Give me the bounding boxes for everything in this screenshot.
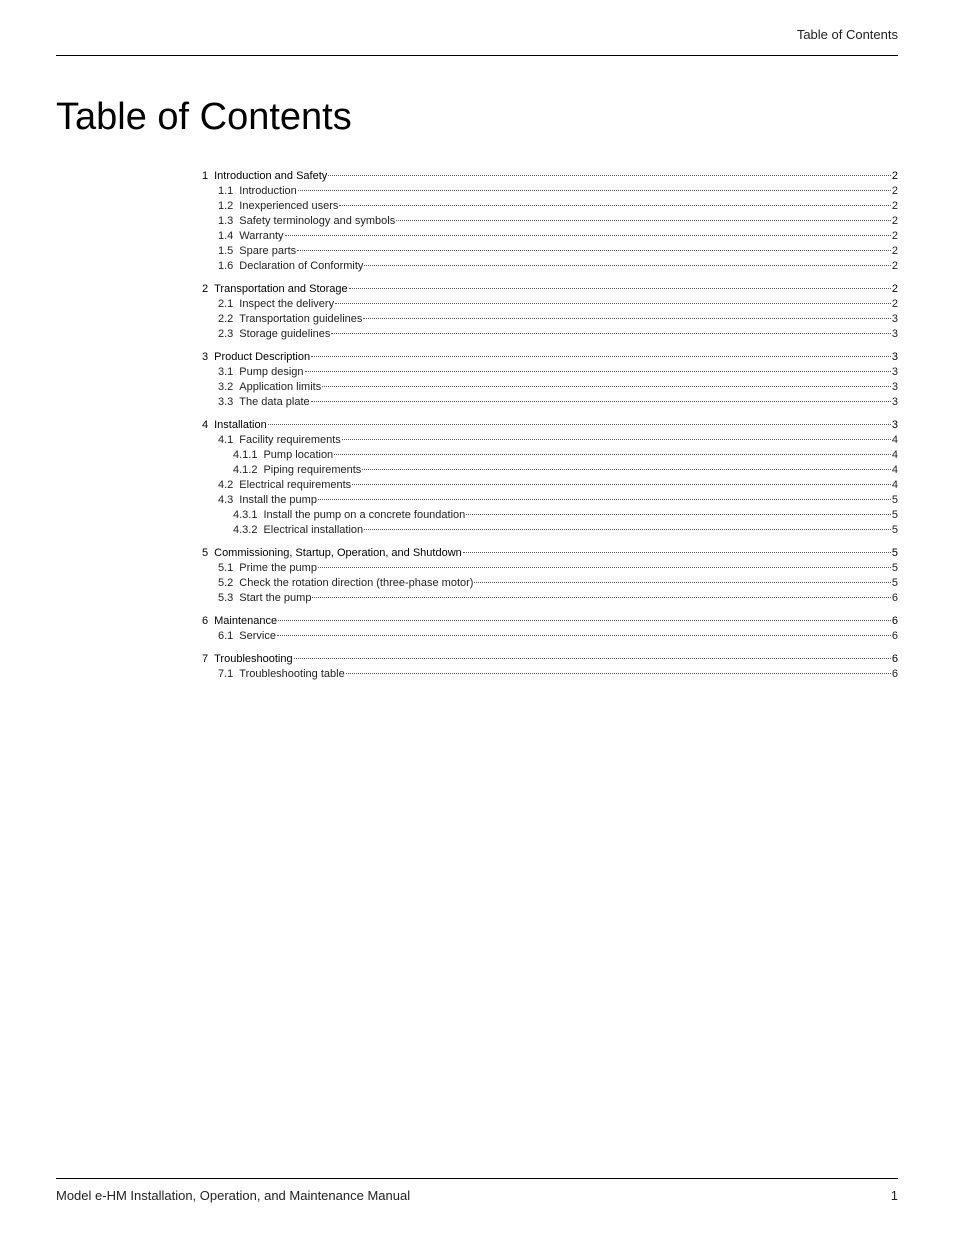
toc-entry-number: 1.6: [218, 260, 234, 272]
toc-entry-label: Electrical requirements: [239, 479, 352, 491]
toc-entry[interactable]: [202, 312, 898, 327]
toc-entry-page: 3: [891, 351, 898, 363]
toc-entry[interactable]: [202, 229, 898, 244]
toc-entry-label: Pump location: [263, 449, 334, 461]
toc-entry-page: 3: [891, 396, 898, 408]
toc-entry-label: Troubleshooting: [214, 653, 293, 665]
toc-entry-page: 4: [891, 449, 898, 461]
toc-entry-number: 4.1: [218, 434, 234, 446]
toc-entry[interactable]: [202, 350, 898, 365]
toc-entry-number: 3.3: [218, 396, 234, 408]
toc-entry[interactable]: [202, 463, 898, 478]
toc-entry-label: Pump design: [239, 366, 304, 378]
toc-entry-page: 2: [891, 185, 898, 197]
toc-dot-leader: [318, 499, 891, 500]
toc-entry-label: Commissioning, Startup, Operation, and Shutdown: [214, 547, 462, 559]
toc-entry[interactable]: [202, 365, 898, 380]
toc-dot-leader: [474, 582, 890, 583]
toc-entry-label: Service: [239, 630, 276, 642]
toc-entry-page: 2: [891, 245, 898, 257]
toc-entry-label: Transportation and Storage: [214, 283, 348, 295]
toc-dot-leader: [268, 424, 891, 425]
toc-entry[interactable]: [202, 297, 898, 312]
toc-entry[interactable]: [202, 395, 898, 410]
toc-entry-label: Prime the pump: [239, 562, 317, 574]
toc-entry-label: Spare parts: [239, 245, 297, 257]
toc-entry-label: Electrical installation: [263, 524, 364, 536]
toc-entry[interactable]: [202, 327, 898, 342]
table-of-contents: [202, 169, 898, 682]
toc-entry[interactable]: [202, 652, 898, 667]
toc-entry-label: Installation: [214, 419, 267, 431]
toc-entry-page: 3: [891, 366, 898, 378]
toc-dot-leader: [364, 265, 890, 266]
toc-entry[interactable]: [202, 629, 898, 644]
toc-entry-label: Troubleshooting table: [239, 668, 345, 680]
toc-entry[interactable]: [202, 614, 898, 629]
toc-dot-leader: [334, 454, 891, 455]
toc-entry-page: 2: [891, 298, 898, 310]
toc-entry[interactable]: [202, 508, 898, 523]
toc-dot-leader: [311, 401, 891, 402]
toc-dot-leader: [297, 250, 891, 251]
toc-entry-page: 6: [891, 592, 898, 604]
toc-entry-page: 4: [891, 434, 898, 446]
toc-entry-label: Warranty: [239, 230, 284, 242]
toc-entry-page: 6: [891, 630, 898, 642]
toc-entry-page: 2: [891, 170, 898, 182]
toc-dot-leader: [305, 371, 891, 372]
toc-entry-label: Storage guidelines: [239, 328, 331, 340]
toc-dot-leader: [466, 514, 891, 515]
toc-dot-leader: [364, 529, 891, 530]
toc-entry-label: Inspect the delivery: [239, 298, 335, 310]
toc-entry[interactable]: [202, 523, 898, 538]
toc-entry-number: 5.1: [218, 562, 234, 574]
toc-entry-number: 4.3.1: [233, 509, 258, 521]
toc-entry-label: Safety terminology and symbols: [239, 215, 396, 227]
toc-dot-leader: [318, 567, 891, 568]
toc-entry-label: Install the pump on a concrete foundation: [263, 509, 466, 521]
toc-entry-number: 1.4: [218, 230, 234, 242]
toc-entry-number: 1.3: [218, 215, 234, 227]
toc-entry-page: 4: [891, 479, 898, 491]
toc-entry-page: 6: [891, 653, 898, 665]
toc-entry-page: 6: [891, 615, 898, 627]
toc-entry-number: 1.1: [218, 185, 234, 197]
header-divider: [56, 55, 898, 56]
toc-entry-number: 4.3.2: [233, 524, 258, 536]
toc-entry-page: 3: [891, 313, 898, 325]
toc-entry-page: 2: [891, 200, 898, 212]
toc-entry-label: Declaration of Conformity: [239, 260, 364, 272]
toc-entry[interactable]: [202, 561, 898, 576]
toc-entry-label: Introduction and Safety: [214, 170, 328, 182]
toc-entry-label: Check the rotation direction (three-phase motor): [239, 577, 474, 589]
toc-entry-number: 2.1: [218, 298, 234, 310]
toc-entry[interactable]: [202, 546, 898, 561]
toc-dot-leader: [339, 205, 891, 206]
toc-entry-label: Product Description: [214, 351, 311, 363]
toc-entry[interactable]: [202, 667, 898, 682]
toc-entry-page: 5: [891, 562, 898, 574]
toc-dot-leader: [349, 288, 891, 289]
toc-dot-leader: [352, 484, 891, 485]
toc-entry[interactable]: [202, 591, 898, 606]
toc-dot-leader: [294, 658, 891, 659]
toc-entry-label: Application limits: [239, 381, 322, 393]
toc-entry-page: 3: [891, 381, 898, 393]
toc-entry-page: 6: [891, 668, 898, 680]
running-header: Table of Contents: [796, 27, 898, 42]
toc-entry-number: 3: [202, 351, 209, 363]
toc-entry[interactable]: [202, 244, 898, 259]
toc-dot-leader: [278, 620, 891, 621]
toc-dot-leader: [362, 469, 891, 470]
toc-entry-number: 2: [202, 283, 209, 295]
toc-entry-page: 2: [891, 283, 898, 295]
toc-entry-number: 4: [202, 419, 209, 431]
toc-entry-number: 1: [202, 170, 209, 182]
toc-entry-number: 6: [202, 615, 209, 627]
toc-dot-leader: [346, 673, 891, 674]
toc-entry[interactable]: [202, 576, 898, 591]
toc-dot-leader: [285, 235, 891, 236]
toc-entry-number: 7.1: [218, 668, 234, 680]
toc-entry[interactable]: [202, 448, 898, 463]
toc-entry-number: 1.5: [218, 245, 234, 257]
footer-manual-title: Model e-HM Installation, Operation, and Maintenance Manual: [56, 1188, 411, 1203]
toc-entry-number: 4.1.1: [233, 449, 258, 461]
toc-dot-leader: [463, 552, 891, 553]
toc-dot-leader: [363, 318, 890, 319]
toc-entry-label: Transportation guidelines: [239, 313, 363, 325]
footer-divider: [56, 1178, 898, 1179]
footer-page-number: 1: [890, 1188, 898, 1203]
toc-dot-leader: [396, 220, 891, 221]
toc-entry-label: Maintenance: [214, 615, 278, 627]
toc-entry-number: 4.3: [218, 494, 234, 506]
toc-entry-label: Install the pump: [239, 494, 317, 506]
toc-dot-leader: [298, 190, 891, 191]
toc-entry-number: 2.2: [218, 313, 234, 325]
toc-entry-number: 7: [202, 653, 209, 665]
toc-entry[interactable]: [202, 478, 898, 493]
toc-dot-leader: [328, 175, 891, 176]
toc-entry-page: 2: [891, 230, 898, 242]
toc-entry-label: Piping requirements: [263, 464, 362, 476]
toc-entry-label: The data plate: [239, 396, 310, 408]
toc-entry-number: 5.2: [218, 577, 234, 589]
toc-entry[interactable]: [202, 214, 898, 229]
toc-dot-leader: [331, 333, 890, 334]
toc-entry-number: 5.3: [218, 592, 234, 604]
toc-entry-number: 3.2: [218, 381, 234, 393]
toc-entry-number: 4.2: [218, 479, 234, 491]
toc-entry-page: 5: [891, 494, 898, 506]
toc-entry-page: 3: [891, 328, 898, 340]
toc-entry-label: Facility requirements: [239, 434, 341, 446]
toc-entry-page: 4: [891, 464, 898, 476]
toc-dot-leader: [311, 356, 891, 357]
page-title: Table of Contents: [56, 96, 352, 138]
toc-entry[interactable]: [202, 259, 898, 274]
toc-entry-number: 6.1: [218, 630, 234, 642]
toc-entry[interactable]: [202, 380, 898, 395]
toc-entry-number: 2.3: [218, 328, 234, 340]
toc-entry-page: 5: [891, 509, 898, 521]
toc-entry[interactable]: [202, 199, 898, 214]
toc-entry-number: 4.1.2: [233, 464, 258, 476]
toc-entry-page: 2: [891, 215, 898, 227]
toc-entry-number: 1.2: [218, 200, 234, 212]
toc-entry-page: 2: [891, 260, 898, 272]
toc-entry-label: Start the pump: [239, 592, 312, 604]
toc-dot-leader: [335, 303, 891, 304]
toc-entry-page: 5: [891, 577, 898, 589]
toc-entry-page: 5: [891, 547, 898, 559]
toc-entry[interactable]: [202, 418, 898, 433]
toc-dot-leader: [322, 386, 891, 387]
toc-dot-leader: [342, 439, 891, 440]
toc-entry-number: 5: [202, 547, 209, 559]
toc-dot-leader: [277, 635, 891, 636]
toc-entry[interactable]: [202, 433, 898, 448]
toc-entry[interactable]: [202, 493, 898, 508]
toc-entry-page: 3: [891, 419, 898, 431]
toc-entry-number: 3.1: [218, 366, 234, 378]
toc-entry-label: Introduction: [239, 185, 297, 197]
toc-entry[interactable]: [202, 169, 898, 184]
toc-dot-leader: [312, 597, 890, 598]
toc-entry[interactable]: [202, 184, 898, 199]
toc-entry-label: Inexperienced users: [239, 200, 339, 212]
toc-entry[interactable]: [202, 282, 898, 297]
toc-entry-page: 5: [891, 524, 898, 536]
